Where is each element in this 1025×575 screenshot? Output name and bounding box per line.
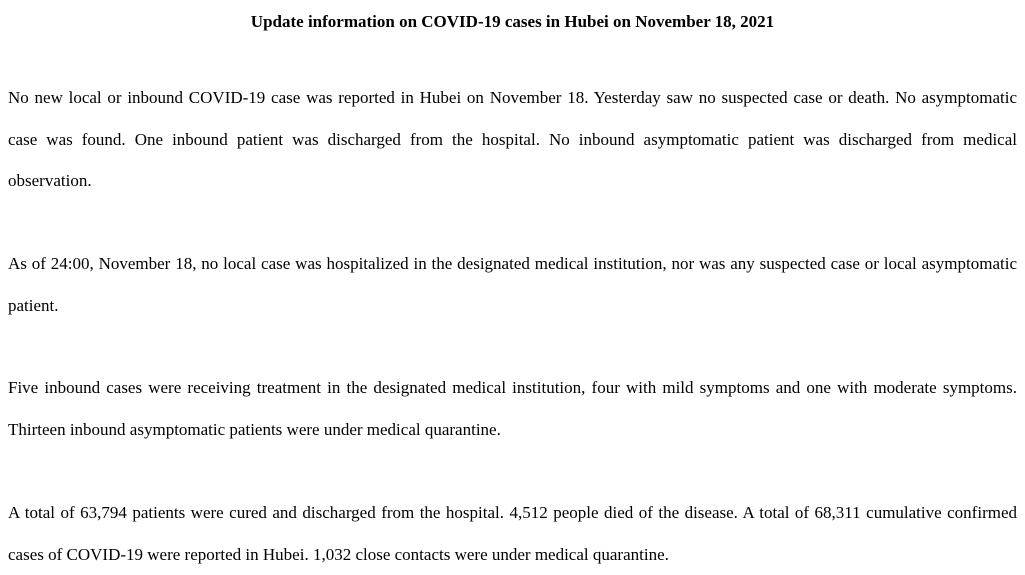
paragraph-inbound-treatment: Five inbound cases were receiving treatment in the designated medical institution, four with mild symptoms and one with moderate symptoms. Thirteen inbound asymptomatic patients were under medical quarantine. — [8, 378, 1017, 439]
paragraph-new-cases: No new local or inbound COVID-19 case was reported in Hubei on November 18. Yesterday saw no suspected case or death. No asymptomatic case was found. One inbound patient was discharged from the hospital. No inbound asymptomatic patient was discharged from medical observation. — [8, 88, 1017, 190]
paragraph-hospitalized-status: As of 24:00, November 18, no local case was hospitalized in the designated medical institution, nor was any suspected case or local asymptomatic patient. — [8, 254, 1017, 315]
paragraph-cumulative-totals: A total of 63,794 patients were cured and discharged from the hospital. 4,512 people died of the disease. A total of 68,311 cumulative confirmed cases of COVID-19 were reported in Hubei. 1,032 close contacts were under medical quarantine. — [8, 503, 1017, 564]
document-title: Update information on COVID-19 cases in Hubei on November 18, 2021 — [250, 12, 775, 31]
